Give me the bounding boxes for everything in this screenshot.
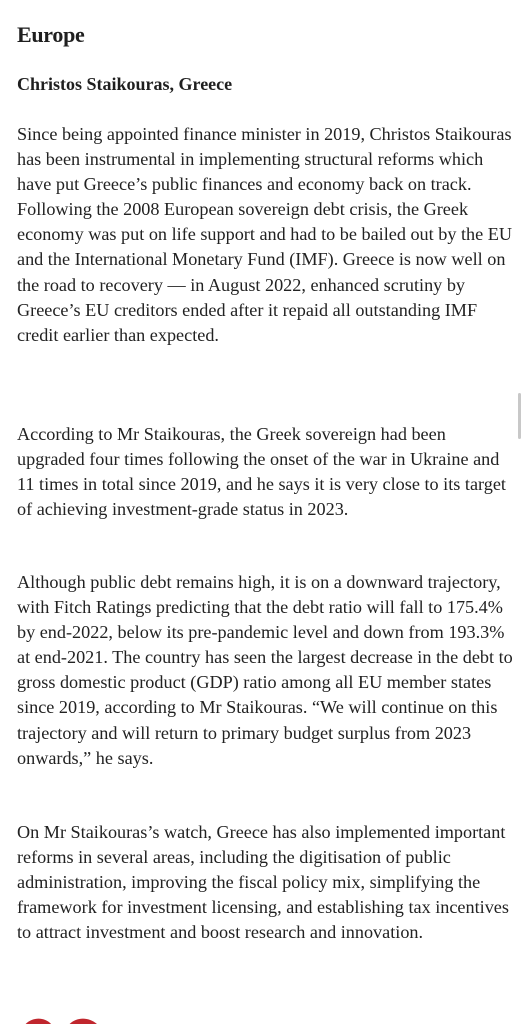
minister-subhead: Christos Staikouras, Greece <box>17 74 233 94</box>
section-title: Europe <box>17 22 85 47</box>
article-paragraph-3: Although public debt remains high, it is on a downward trajectory, with Fitch Ratings predicting that the debt ratio will fall to 175.4% by end-2022, below its pre-pandemic level and down from 193.3% at end-2021. The country has seen the largest decrease in the debt to gross domestic product (GDP) ratio among all EU member states since 2019, according to Mr Staikouras. “We will continue on this trajectory and will return to primary budget surplus from 2023 onwards,” he says. <box>17 572 513 768</box>
article-paragraph-1: Since being appointed finance minister in 2019, Christos Staikouras has been instrumental in implementing structural reforms which have put Greece’s public finances and economy back on track. Following the 2008 European sovereign debt crisis, the Greek economy was put on life support and had to be bailed out by the EU and the International Monetary Fund (IMF). Greece is now well on the road to recovery — in August 2022, enhanced scrutiny by Greece’s EU creditors ended after it repaid all outstanding IMF credit earlier than expected. <box>17 124 512 345</box>
article-paragraph-4: On Mr Staikouras’s watch, Greece has also implemented important reforms in several areas, including the digitisation of public administration, improving the fiscal policy mix, simplifying the framework for investment licensing, and establishing tax incentives to attract investment and boost research and innovation. <box>17 822 509 943</box>
scroll-indicator[interactable] <box>518 393 521 439</box>
article-paragraph-2: According to Mr Staikouras, the Greek sovereign had been upgraded four times following the onset of the war in Ukraine and 11 times in total since 2019, and he says it is very close to its target of achieving investment-grade status in 2023. <box>17 424 506 520</box>
logo-fragment-icon <box>18 1014 108 1024</box>
